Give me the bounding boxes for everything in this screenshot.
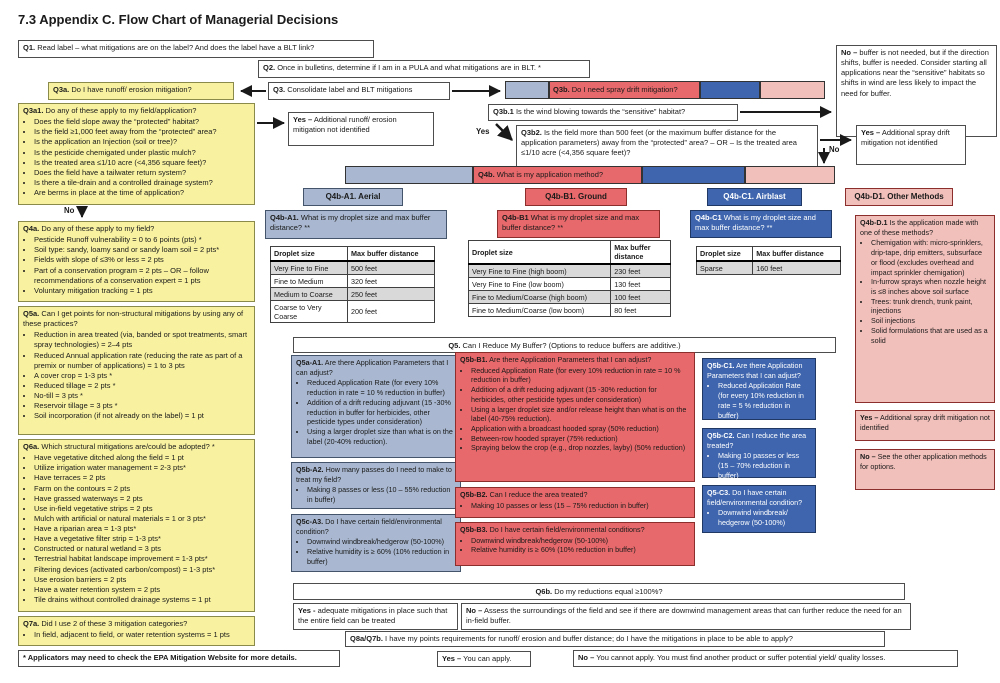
bullet-item: • Reduced Application Rate (for every 10% reduction in rate = 10 % reduction in buffer) xyxy=(471,366,690,385)
bullet-item: • Is the field ≥1,000 feet away from the “protected” area? xyxy=(34,127,250,137)
q5c-a3-label: Q5c-A3. xyxy=(296,517,324,526)
table-row xyxy=(271,301,435,323)
q7a-label: Q7a. xyxy=(23,619,40,628)
table-row xyxy=(469,278,671,291)
yes-spray-text: Additional spray drift mitigation not identified xyxy=(861,128,950,148)
table-cell: Very Fine to Fine xyxy=(271,261,348,275)
table-cell: 320 feet xyxy=(348,275,435,288)
table-row xyxy=(697,261,841,275)
q4b-a1-label: Q4b-A1. xyxy=(270,213,299,222)
q5a-bullets xyxy=(34,330,250,421)
bullet-item: • Soil type: sandy, loamy sand or sandy loam soil = 2 pts* xyxy=(34,245,250,255)
q5b-c1-text: Are there Application Parameters that I can adjust? xyxy=(707,361,803,380)
q5c-a3-bullets xyxy=(307,537,456,566)
q4a-text: Do any of these apply to my field? xyxy=(41,224,155,233)
q7a-bullets xyxy=(34,630,250,640)
yes-runoff-label: Yes – xyxy=(293,115,313,124)
bullet-item: • Have vegetative ditched along the field = 1 pt xyxy=(34,453,250,463)
q4b-label: Q4b. xyxy=(478,170,495,179)
q5b-c2-box xyxy=(702,428,816,478)
yes-runoff-box xyxy=(288,112,434,146)
q4a-bullets xyxy=(34,235,250,296)
table-cell: 250 feet xyxy=(348,288,435,301)
yes-runoff-text: Additional runoff/ erosion mitigation not identified xyxy=(293,115,397,135)
q3b2-box xyxy=(516,125,818,168)
bullet-item: • Solid formulations that are used as a solid xyxy=(871,326,990,345)
q5b-a2-box xyxy=(291,462,461,509)
bullet-item: • Have a water retention system = 2 pts xyxy=(34,585,250,595)
bullet-item: • Spraying below the crop (e.g., drop nozzles, layby) (50% reduction) xyxy=(471,443,690,453)
method-header-ground: Q4b-B1. Ground xyxy=(525,188,627,206)
table-cell: 130 feet xyxy=(611,278,671,291)
q5b-b1-text: Are there Application Parameters that I can adjust? xyxy=(489,355,652,364)
q3b2-label: Q3b2. xyxy=(521,128,542,137)
q3b-bar-segment-other xyxy=(760,81,825,99)
other-no-box xyxy=(855,449,995,490)
table-cell: 500 feet xyxy=(348,261,435,275)
table-row xyxy=(271,261,435,275)
yes-branch-label-q3b1: Yes xyxy=(476,127,490,136)
q5b-c2-label: Q5b-C2. xyxy=(707,431,735,440)
q2-box xyxy=(258,60,590,78)
q4b-d1-box xyxy=(855,215,995,403)
footnote-box xyxy=(18,650,340,667)
other-no-text: See the other application methods for options. xyxy=(860,452,987,471)
q4b-b1-text: What is my droplet size and max buffer distance? ** xyxy=(502,213,640,233)
q5b-c2-text: Can I reduce the area treated? xyxy=(707,431,807,450)
no-branch-label-q3b2: No xyxy=(829,145,840,154)
q6b-no-box xyxy=(461,603,911,630)
q5b-b2-bullets xyxy=(471,501,690,511)
q5b-c1-bullets xyxy=(718,381,811,420)
bullet-item: • No-till = 3 pts * xyxy=(34,391,250,401)
q3a1-box xyxy=(18,103,255,205)
q3-text: Consolidate label and BLT mitigations xyxy=(287,85,413,94)
q5b-c1-box xyxy=(702,358,816,420)
aerial-droplet-table xyxy=(270,246,435,323)
q6a-text: Which structural mitigations are/could be adopted? * xyxy=(41,442,215,451)
bullet-item: • Is the application an Injection (soil or tree)? xyxy=(34,137,250,147)
q4a-label: Q4a. xyxy=(23,224,40,233)
q5b-b3-text: Do I have certain field/environmental conditions? xyxy=(489,525,645,534)
bullet-item: • Using a larger droplet size and/or release height than what is on the label (40-75% reduction). xyxy=(471,405,690,424)
q3b-text: Do I need spray drift mitigation? xyxy=(571,85,678,94)
q3b-bar-segment-ground xyxy=(549,81,700,99)
q4b-c1-text: What is my droplet size and max buffer distance? ** xyxy=(695,213,816,233)
table-cell: Fine to Medium/Coarse (low boom) xyxy=(469,304,611,317)
bullet-item: • Downwind windbreak/hedgerow (50-100%) xyxy=(471,536,690,546)
q5a-label: Q5a. xyxy=(23,309,40,318)
bullet-item: • Voluntary mitigation tracking = 1 pts xyxy=(34,286,250,296)
q4b-c1-label: Q4b-C1 xyxy=(695,213,722,222)
q5-c3-bullets xyxy=(718,508,811,527)
bullet-item: • In-furrow sprays when nozzle height is ≤8 inches above soil surface xyxy=(871,277,990,296)
q2-label: Q2. xyxy=(263,63,276,72)
q3a1-label: Q3a1. xyxy=(23,106,44,115)
apply-yes-box xyxy=(437,651,531,667)
q4b-bar-segment-aerial xyxy=(345,166,473,184)
q5-box xyxy=(293,337,836,353)
bullet-item: • Use in-field vegetative strips = 2 pts xyxy=(34,504,250,514)
q3b1-label: Q3b.1 xyxy=(493,107,514,116)
q4b-bar-segment-airblast xyxy=(642,166,745,184)
q8a-q7b-box xyxy=(345,631,885,647)
apply-no-text: You cannot apply. You must find another product or suffer potential yield/ quality losses. xyxy=(596,653,886,662)
other-yes-text: Additional spray drift mitigation not identified xyxy=(860,413,990,432)
no-buffer-note-text: buffer is not needed, but if the direction shifts, buffer is needed. Consider starting all applications near the “sensitive” habitats so shifts in wind are less likely to impact the need for buffer. xyxy=(841,48,989,98)
q5b-b3-label: Q5b-B3. xyxy=(460,525,488,534)
q6b-label: Q6b. xyxy=(535,587,553,596)
bullet-item: • Tile drains without controlled drainage systems = 1 pt xyxy=(34,595,250,605)
method-header-aerial: Q4b-A1. Aerial xyxy=(303,188,403,206)
bullet-item: • Have a vegetative filter strip = 1-3 pts* xyxy=(34,534,250,544)
apply-no-box xyxy=(573,650,958,667)
q4b-b1-box xyxy=(497,210,660,238)
q6b-no-label: No – xyxy=(466,606,483,615)
q5b-b1-label: Q5b-B1. xyxy=(460,355,488,364)
q4a-box xyxy=(18,221,255,302)
bullet-item: • Pesticide Runoff vulnerability = 0 to 6 points (pts) * xyxy=(34,235,250,245)
bullet-item: • Filtering devices (activated carbon/compost) = 1-3 pts* xyxy=(34,565,250,575)
no-buffer-note-label: No – xyxy=(841,48,858,57)
bullet-item: • Application with a broadcast hooded spray (50% reduction) xyxy=(471,424,690,434)
method-header-airblast: Q4b-C1. Airblast xyxy=(707,188,802,206)
q5b-b3-bullets xyxy=(471,536,690,555)
bullet-item: • Reduced Application Rate (for every 10% reduction in rate = 10 % reduction in buffer) xyxy=(307,378,456,397)
bullet-item: • Does the field have a tailwater return system? xyxy=(34,168,250,178)
q4b-a1-text: What is my droplet size and max buffer distance? ** xyxy=(270,213,431,233)
q6b-no-text: Assess the surroundings of the field and see if there are downwind management areas that can further reduce the need for an in-field buffer. xyxy=(466,606,902,626)
airblast-table-header-buffer: Max buffer distance xyxy=(753,247,841,262)
apply-yes-text: You can apply. xyxy=(463,654,512,663)
q4b-d1-bullets xyxy=(871,238,990,345)
bullet-item: • Chemigation with: micro-sprinklers, drip-tape, drip emitters, subsurface or flood (excludes overhead and impact sprinkler chemigation) xyxy=(871,238,990,277)
bullet-item: • Downwind windbreak/ hedgerow (50-100%) xyxy=(718,508,811,527)
q5-c3-text: Do I have certain field/environmental condition? xyxy=(707,488,803,507)
table-cell: Very Fine to Fine (high boom) xyxy=(469,264,611,278)
ground-table-header-buffer: Max buffer distance xyxy=(611,241,671,265)
bullet-item: • Farm on the contours = 2 pts xyxy=(34,484,250,494)
airblast-droplet-table xyxy=(696,246,841,275)
bullet-item: • Is the pesticide chemigated under plastic mulch? xyxy=(34,148,250,158)
q5-label: Q5. xyxy=(448,341,461,350)
bullet-item: • Soil incorporation (if not already on the label) = 1 pt xyxy=(34,411,250,421)
table-cell: 80 feet xyxy=(611,304,671,317)
table-cell: 200 feet xyxy=(348,301,435,323)
q3a-label: Q3a. xyxy=(53,85,70,94)
bullet-item: • In field, adjacent to field, or water retention systems = 1 pts xyxy=(34,630,250,640)
q6b-text: Do my reductions equal ≥100%? xyxy=(554,587,663,596)
q5b-b3-box xyxy=(455,522,695,566)
no-buffer-note-box xyxy=(836,45,997,137)
bullet-item: • Is there a tile-drain and a controlled drainage system? xyxy=(34,178,250,188)
bullet-item: • Making 10 passes or less (15 – 70% reduction in buffer) xyxy=(718,451,811,480)
q6b-yes-label: Yes - xyxy=(298,606,316,615)
q5b-c2-bullets xyxy=(718,451,811,480)
q8a-q7b-label: Q8a/Q7b. xyxy=(350,634,383,643)
table-row xyxy=(469,291,671,304)
bullet-item: • Trees: trunk drench, trunk paint, injections xyxy=(871,297,990,316)
q5b-a2-label: Q5b-A2. xyxy=(296,465,324,474)
q6a-box xyxy=(18,439,255,612)
yes-spray-label: Yes – xyxy=(861,128,881,137)
aerial-table-header-droplet: Droplet size xyxy=(271,247,348,262)
bullet-item: • Fields with slope of ≤3% or less = 2 pts xyxy=(34,255,250,265)
table-cell: 230 feet xyxy=(611,264,671,278)
q5b-b1-box xyxy=(455,352,695,482)
method-header-other: Q4b-D1. Other Methods xyxy=(845,188,953,206)
q2-text: Once in bulletins, determine if I am in a PULA and what mitigations are in BLT. * xyxy=(277,63,541,72)
bullet-item: • Part of a conservation program = 2 pts – OR – follow recommendations of a conservation expert = 1 pts xyxy=(34,266,250,286)
q5b-a2-text: How many passes do I need to make to treat my field? xyxy=(296,465,452,484)
q5a-a1-bullets xyxy=(307,378,456,446)
bullet-item: • Mulch with artificial or natural materials = 1 or 3 pts* xyxy=(34,514,250,524)
q6a-label: Q6a. xyxy=(23,442,40,451)
table-cell: Fine to Medium/Coarse (high boom) xyxy=(469,291,611,304)
bullet-item: • Making 8 passes or less (10 – 55% reduction in buffer) xyxy=(307,485,456,504)
q3-box xyxy=(268,82,450,100)
q5a-a1-box xyxy=(291,355,461,458)
other-no-label: No – xyxy=(860,452,876,461)
table-cell: 100 feet xyxy=(611,291,671,304)
table-row xyxy=(469,264,671,278)
q5-c3-box xyxy=(702,485,816,533)
bullet-item: • Between-row hooded sprayer (75% reduction) xyxy=(471,434,690,444)
q6b-box xyxy=(293,583,905,600)
bullet-item: • Does the field slope away the “protected” habitat? xyxy=(34,117,250,127)
q3b1-text: Is the wind blowing towards the “sensitive” habitat? xyxy=(515,107,686,116)
q5b-b1-bullets xyxy=(471,366,690,453)
q3a-box xyxy=(48,82,234,100)
bullet-item: • Are berms in place at the time of application? xyxy=(34,188,250,198)
q5-c3-label: Q5-C3. xyxy=(707,488,731,497)
q3b-label: Q3b. xyxy=(553,85,570,94)
bullet-item: • Downwind windbreak/hedgerow (50-100%) xyxy=(307,537,456,547)
q3b2-text: Is the field more than 500 feet (or the maximum buffer distance for the application parameters) away from the “protected” area? – OR – Is the treated area ≤1/10 acre (<4,356 square feet)? xyxy=(521,128,797,158)
bullet-item: • Use erosion barriers = 2 pts xyxy=(34,575,250,585)
q5b-b2-box xyxy=(455,487,695,518)
yes-spray-box xyxy=(856,125,966,165)
bullet-item: • Have grassed waterways = 2 pts xyxy=(34,494,250,504)
arrow-yes-to-q3b2 xyxy=(496,124,512,140)
q5a-box xyxy=(18,306,255,435)
q7a-text: Did I use 2 of these 3 mitigation categories? xyxy=(41,619,188,628)
bullet-item: • Constructed or natural wetland = 3 pts xyxy=(34,544,250,554)
q3b-bar-segment-airblast xyxy=(700,81,760,99)
q3b-bar-segment-aerial xyxy=(505,81,549,99)
q3a1-bullets xyxy=(34,117,250,198)
ground-droplet-table xyxy=(468,240,671,317)
q4b-bar-segment-other xyxy=(745,166,835,184)
airblast-table-header-droplet: Droplet size xyxy=(697,247,753,262)
table-row xyxy=(271,288,435,301)
bullet-item: • Addition of a drift reducing adjuvant (15 -30% reduction for herbicides, other pesticide types under consideration) xyxy=(471,385,690,404)
no-branch-label-q3a1: No xyxy=(64,206,75,215)
bullet-item: • Addition of a drift reducing adjuvant (15 -30% reduction in buffer for herbicides, other pesticide types under consideration) xyxy=(307,398,456,427)
other-yes-box xyxy=(855,410,995,441)
q4b-a1-box xyxy=(265,210,447,239)
bullet-item: • Making 10 passes or less (15 – 75% reduction in buffer) xyxy=(471,501,690,511)
q4b-d1-label: Q4b-D.1 xyxy=(860,218,888,227)
footnote-text: * Applicators may need to check the EPA Mitigation Website for more details. xyxy=(23,653,297,662)
table-cell: Fine to Medium xyxy=(271,275,348,288)
q3a-text: Do I have runoff/ erosion mitigation? xyxy=(71,85,192,94)
bullet-item: • Relative humidity is ≥ 60% (10% reduction in buffer) xyxy=(307,547,456,566)
table-cell: Sparse xyxy=(697,261,753,275)
q5b-b2-label: Q5b-B2. xyxy=(460,490,488,499)
q1-label: Q1. xyxy=(23,43,36,52)
table-cell: 160 feet xyxy=(753,261,841,275)
apply-yes-label: Yes – xyxy=(442,654,462,663)
q6a-bullets xyxy=(34,453,250,605)
ground-table-header-droplet: Droplet size xyxy=(469,241,611,265)
bullet-item: • Soil injections xyxy=(871,316,990,326)
table-row xyxy=(469,304,671,317)
q5b-c1-label: Q5b-C1. xyxy=(707,361,735,370)
bullet-item: • Relative humidity is ≥ 60% (10% reduction in buffer) xyxy=(471,545,690,555)
bullet-item: • Reservoir tillage = 3 pts * xyxy=(34,401,250,411)
q3a1-text: Do any of these apply to my field/application? xyxy=(45,106,197,115)
page-title: 7.3 Appendix C. Flow Chart of Managerial Decisions xyxy=(18,12,339,27)
bullet-item: • Have a riparian area = 1-3 pts* xyxy=(34,524,250,534)
apply-no-label: No – xyxy=(578,653,595,662)
q4b-b1-label: Q4b-B1 xyxy=(502,213,529,222)
q3-label: Q3. xyxy=(273,85,286,94)
aerial-table-header-buffer: Max buffer distance xyxy=(348,247,435,262)
q5b-b2-text: Can I reduce the area treated? xyxy=(489,490,588,499)
bullet-item: • Is the treated area ≤1/10 acre (<4,356 square feet)? xyxy=(34,158,250,168)
q5a-text: Can I get points for non-structural mitigations by using any of these practices? xyxy=(23,309,244,329)
bullet-item: • Utilize irrigation water management = 2-3 pts* xyxy=(34,463,250,473)
bullet-item: • Using a larger droplet size than what is on the label (20-40% reduction). xyxy=(307,427,456,446)
bullet-item: • Reduction in area treated (via, banded or spot treatments, smart spray technologies) = 2–4 pts xyxy=(34,330,250,350)
q4b-bar-segment-ground xyxy=(473,166,642,184)
q7a-box xyxy=(18,616,255,646)
q4b-d1-text: Is the application made with one of these methods? xyxy=(860,218,979,237)
q1-text: Read label – what mitigations are on the label? And does the label have a BLT link? xyxy=(37,43,315,52)
q4b-c1-box xyxy=(690,210,832,238)
other-yes-label: Yes – xyxy=(860,413,879,422)
bullet-item: • Reduced Annual application rate (reducing the rate as part of a premix or number of applications) = 1 to 3 pts xyxy=(34,351,250,371)
table-row xyxy=(271,275,435,288)
bullet-item: • Reduced tillage = 2 pts * xyxy=(34,381,250,391)
q5a-a1-label: Q5a-A1. xyxy=(296,358,324,367)
q4b-text: What is my application method? xyxy=(496,170,604,179)
q5a-a1-text: Are there Application Parameters that I can adjust? xyxy=(296,358,449,377)
q6b-yes-box xyxy=(293,603,458,630)
q5c-a3-text: Do I have certain field/environmental condition? xyxy=(296,517,442,536)
q1-box xyxy=(18,40,374,58)
q5c-a3-box xyxy=(291,514,461,572)
table-cell: Coarse to Very Coarse xyxy=(271,301,348,323)
table-cell: Very Fine to Fine (low boom) xyxy=(469,278,611,291)
q3b1-box xyxy=(488,104,738,121)
bullet-item: • Have terraces = 2 pts xyxy=(34,473,250,483)
table-cell: Medium to Coarse xyxy=(271,288,348,301)
q5b-a2-bullets xyxy=(307,485,456,504)
q8a-q7b-text: I have my points requirements for runoff/ erosion and buffer distance; do I have the mitigations in place to be able to apply? xyxy=(385,634,793,643)
bullet-item: • A cover crop = 1-3 pts * xyxy=(34,371,250,381)
q5-text: Can I Reduce My Buffer? (Options to reduce buffers are additive.) xyxy=(462,341,681,350)
q6b-yes-text: adequate mitigations in place such that the entire field can be treated xyxy=(298,606,448,626)
bullet-item: • Reduced Application Rate (for every 10% reduction in rate = 5 % reduction in buffer) xyxy=(718,381,811,420)
bullet-item: • Terrestrial habitat landscape improvement = 1-3 pts* xyxy=(34,554,250,564)
